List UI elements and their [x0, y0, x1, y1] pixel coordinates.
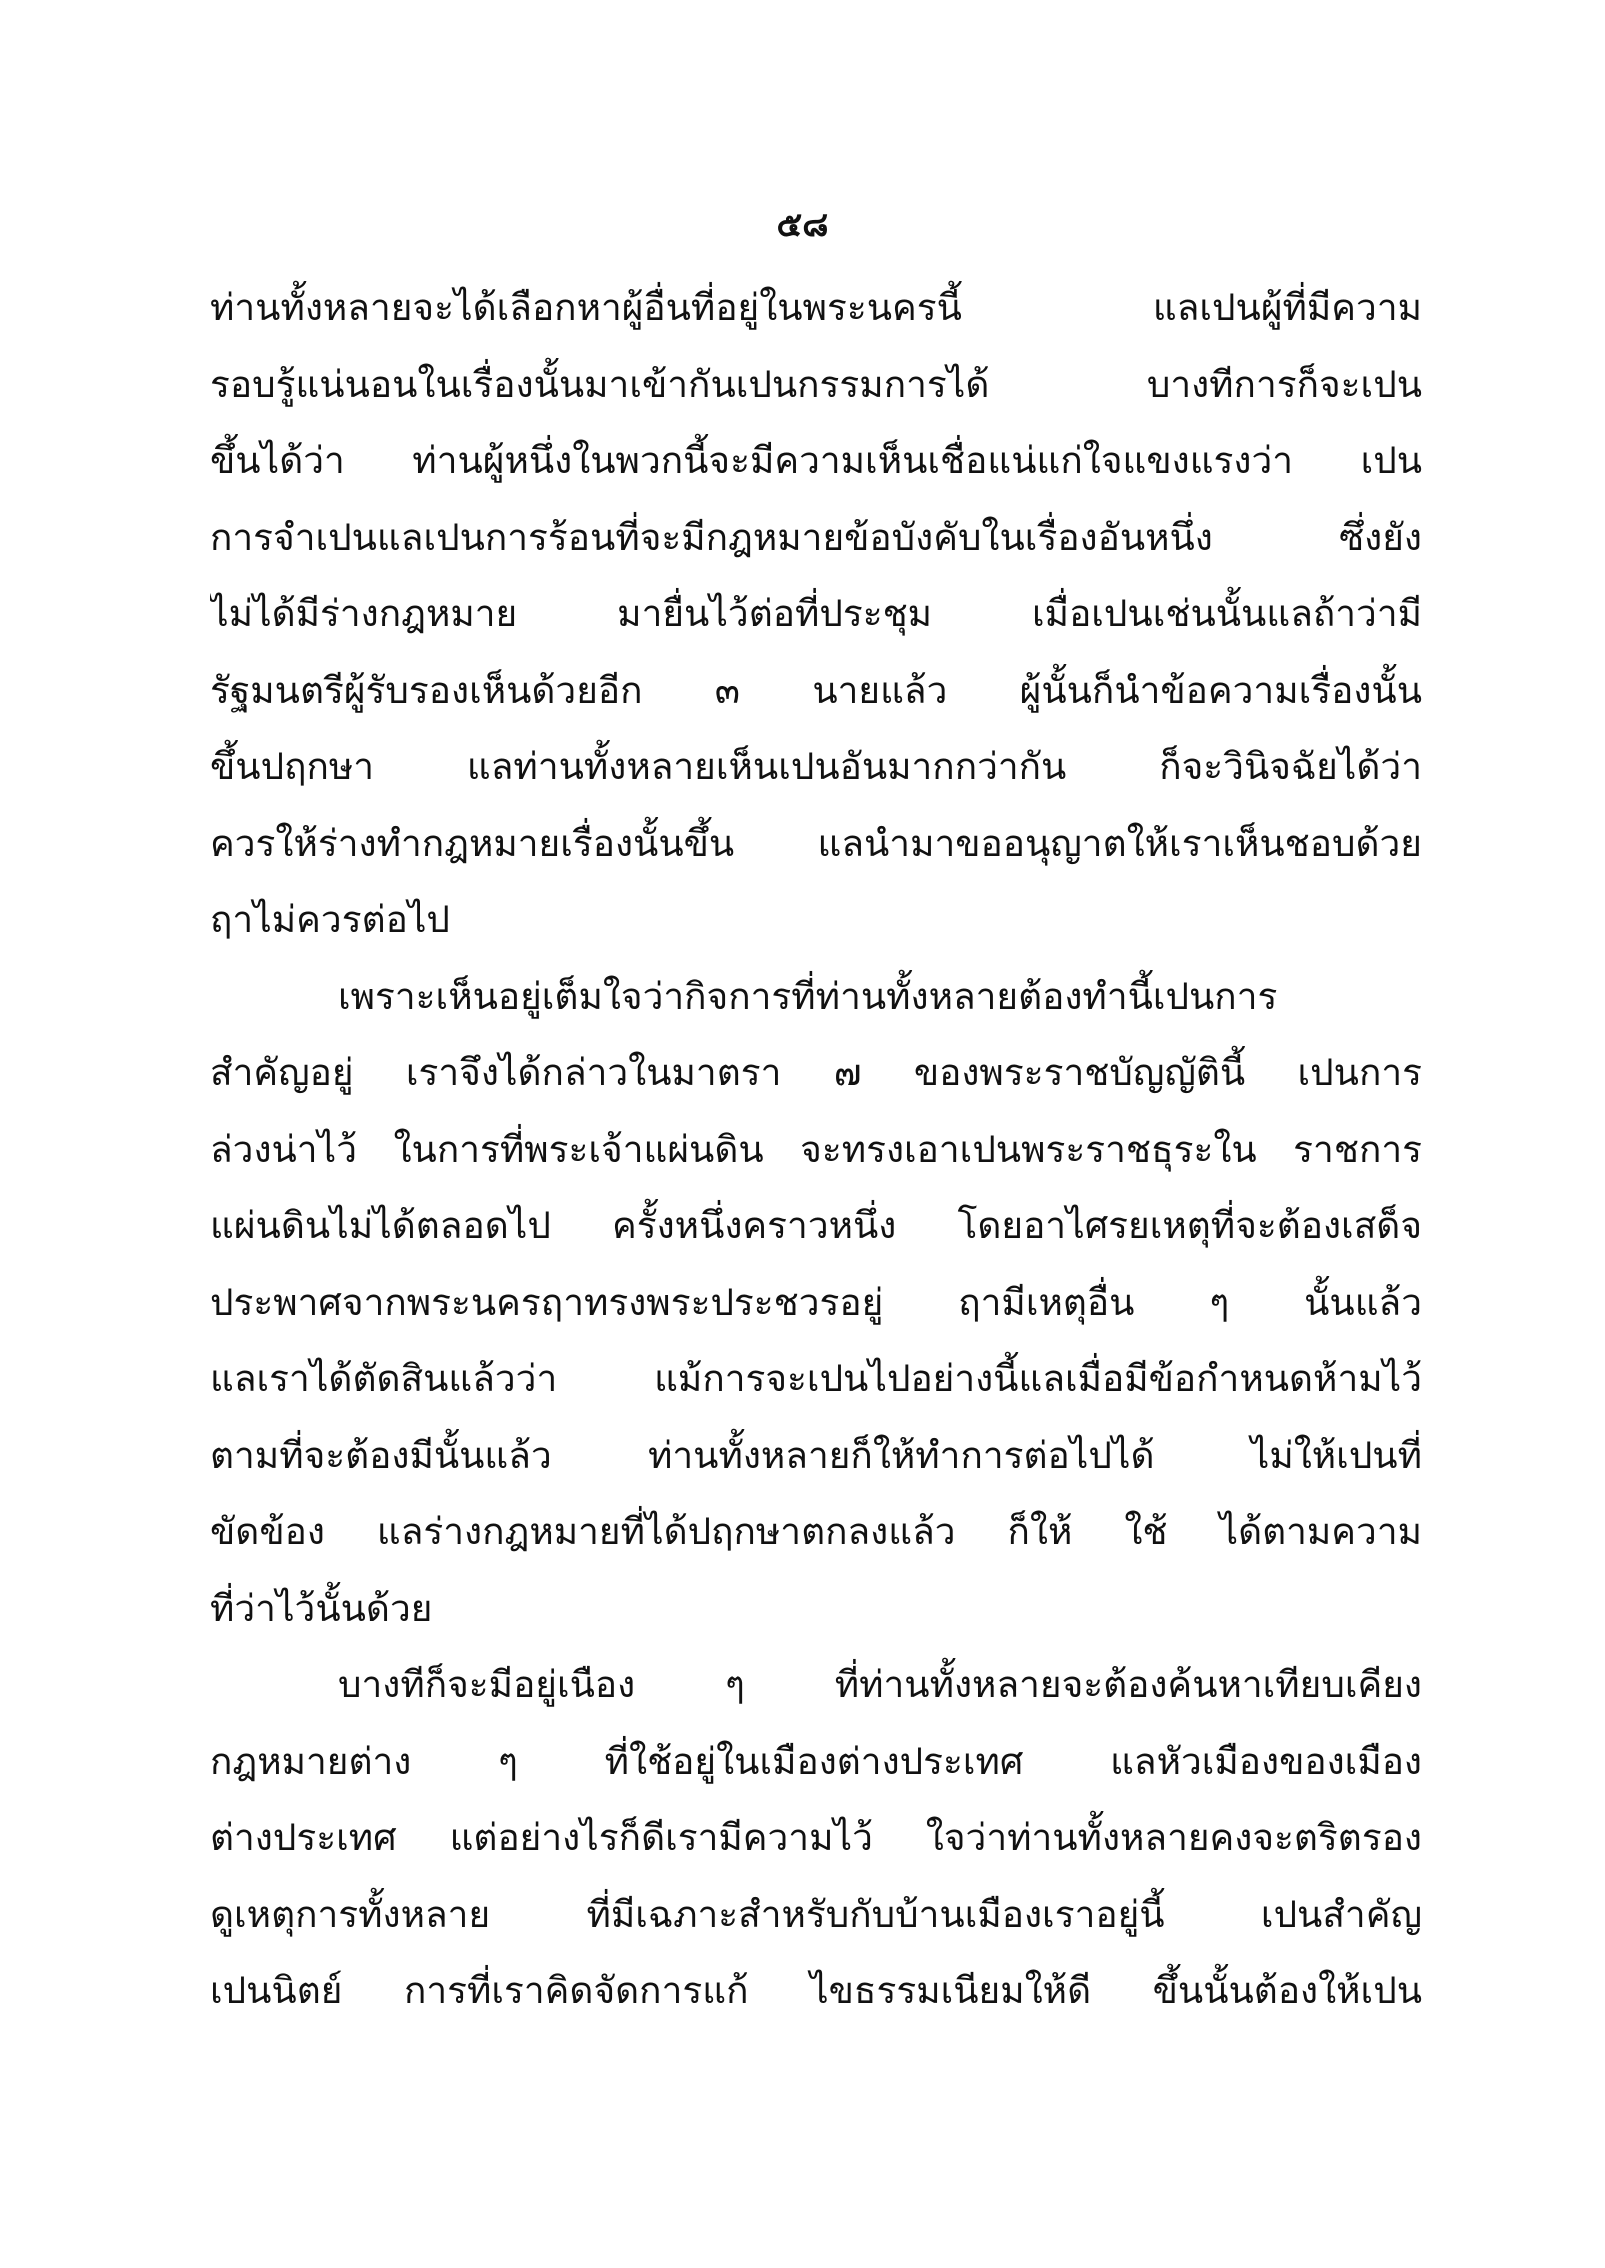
text-line: ขึ้นได้ว่า ท่านผู้หนึ่งในพวกนี้จะมีความเห็นเชื่อแน่แก่ใจแขงแรงว่า เปน	[210, 439, 1422, 482]
text-line: ท่านทั้งหลายจะได้เลือกหาผู้อื่นที่อยู่ในพระนครนี้ แลเปนผู้ที่มีความ	[210, 286, 1422, 329]
text-line: ดูเหตุการทั้งหลาย ที่มีเฉภาะสำหรับกับบ้านเมืองเราอยู่นี้ เปนสำคัญ	[210, 1892, 1422, 1936]
text-line: ควรให้ร่างทำกฎหมายเรื่องนั้นขึ้น แลนำมาขออนุญาตให้เราเห็นชอบด้วย	[210, 821, 1422, 865]
text-line: แผ่นดินไม่ได้ตลอดไป ครั้งหนึ่งคราวหนึ่ง โดยอาไศรยเหตุที่จะต้องเสด็จ	[210, 1204, 1422, 1247]
text-line: ประพาศจากพระนครฤาทรงพระประชวรอยู่ ฤามีเหตุอื่น ๆ นั้นแล้ว	[210, 1280, 1422, 1324]
text-line: แลเราได้ตัดสินแล้วว่า แม้การจะเปนไปอย่างนี้แลเมื่อมีข้อกำหนดห้ามไว้	[210, 1357, 1422, 1400]
text-line: เปนนิตย์ การที่เราคิดจัดการแก้ ไขธรรมเนียมให้ดี ขึ้นนั้นต้องให้เปน	[210, 1969, 1422, 2012]
paragraph-end-line: ฤาไม่ควรต่อไป	[210, 898, 450, 941]
paragraph-end-line: ที่ว่าไว้นั้นด้วย	[210, 1586, 433, 1630]
body-text	[210, 270, 1422, 2030]
text-line: ขึ้นปฤกษา แลท่านทั้งหลายเห็นเปนอันมากกว่ากัน ก็จะวินิจฉัยได้ว่า	[210, 745, 1422, 788]
text-line: กฎหมายต่าง ๆ ที่ใช้อยู่ในเมืองต่างประเทศ แลหัวเมืองของเมือง	[210, 1739, 1422, 1783]
text-line: ไม่ได้มีร่างกฎหมาย มายื่นไว้ต่อที่ประชุม เมื่อเปนเช่นนั้นแลถ้าว่ามี	[210, 592, 1422, 635]
text-line: ตามที่จะต้องมีนั้นแล้ว ท่านทั้งหลายก็ให้ทำการต่อไปได้ ไม่ให้เปนที่	[210, 1433, 1422, 1477]
page-number: ๕๘	[776, 205, 829, 245]
text-line: รอบรู้แน่นอนในเรื่องนั้นมาเข้ากันเปนกรรมการได้ บางทีการก็จะเปน	[210, 362, 1422, 406]
text-line: ล่วงน่าไว้ ในการที่พระเจ้าแผ่นดิน จะทรงเอาเปนพระราชธุระใน ราชการ	[210, 1127, 1422, 1171]
paragraph-start-line: เพราะเห็นอยู่เต็มใจว่ากิจการที่ท่านทั้งหลายต้องทำนี้เปนการ	[338, 974, 1278, 1018]
text-line: ต่างประเทศ แต่อย่างไรก็ดีเรามีความไว้ ใจว่าท่านทั้งหลายคงจะตริตรอง	[210, 1816, 1422, 1859]
text-line: รัฐมนตรีผู้รับรองเห็นด้วยอีก ๓ นายแล้ว ผู้นั้นก็นำข้อความเรื่องนั้น	[210, 668, 1422, 712]
paragraph-start-line: บางทีก็จะมีอยู่เนือง ๆ ที่ท่านทั้งหลายจะต้องค้นหาเทียบเคียง	[338, 1663, 1422, 1706]
text-line: การจำเปนแลเปนการร้อนที่จะมีกฎหมายข้อบังคับในเรื่องอันหนึ่ง ซึ่งยัง	[210, 515, 1422, 559]
text-line: สำคัญอยู่ เราจึงได้กล่าวในมาตรา ๗ ของพระราชบัญญัตินี้ เปนการ	[210, 1051, 1422, 1094]
text-line: ขัดข้อง แลร่างกฎหมายที่ได้ปฤกษาตกลงแล้ว ก็ให้ ใช้ ได้ตามความ	[210, 1510, 1422, 1553]
